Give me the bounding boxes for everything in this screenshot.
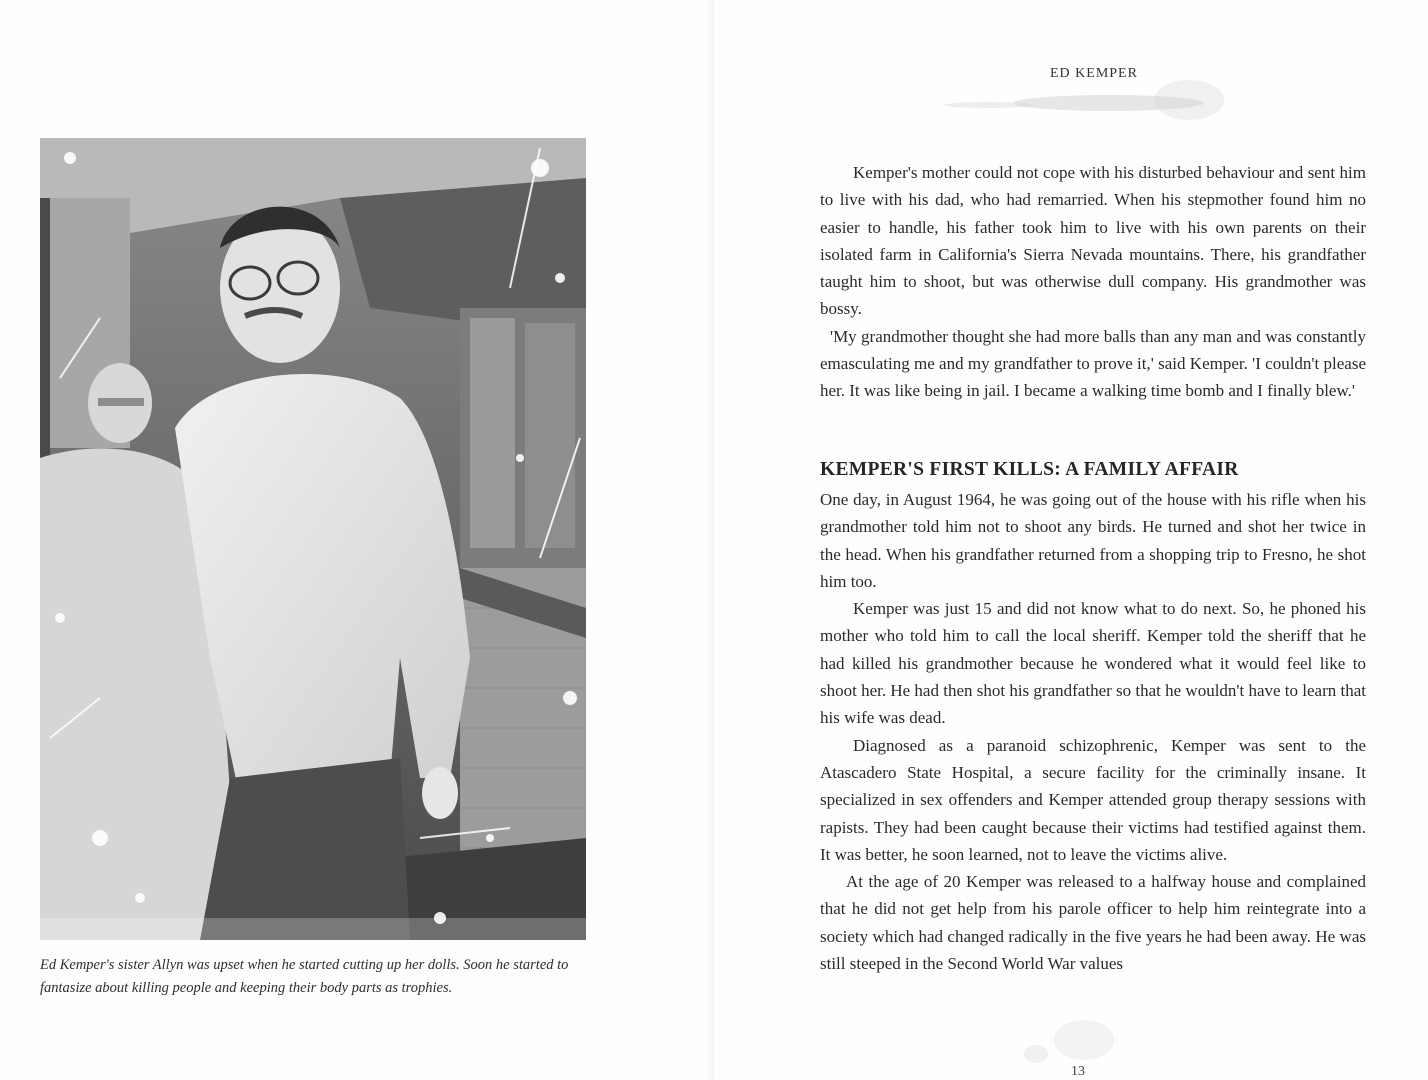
grunge-splatter — [1154, 80, 1224, 120]
running-head: ED KEMPER — [1050, 66, 1138, 81]
page-number: 13 — [1071, 1064, 1085, 1079]
paragraph: Diagnosed as a paranoid schizophrenic, Kemper was sent to the Atascadero State Hospital, a secure facility for the criminally insane. It specialized in sex offenders and Kemper attended group therapy sessions with rapists. They had been caught because their victims had testified against them. It was better, he soon learned, not to leave the victims alive. — [820, 735, 1366, 864]
grunge-splatter — [1024, 1045, 1048, 1063]
grunge-splatter — [944, 102, 1034, 108]
photo-caption: Ed Kemper's sister Allyn was upset when he started cutting up her dolls. Soon he started to fantasize about killing people and keeping their body parts as trophies. — [40, 957, 569, 996]
paragraph: Kemper was just 15 and did not know what to do next. So, he phoned his mother who told him to call the local sheriff. Kemper told the sheriff that he had killed his grandmother because he wondered what it would feel like to shoot her. He had then shot his grandfather so that he wouldn't have to learn that his wife was dead. — [820, 599, 1366, 728]
paragraph: Kemper's mother could not cope with his disturbed behaviour and sent him to live with his dad, who had remarried. When his stepmother found him no easier to handle, his father took him to live with his own parents on their isolated farm in California's Sierra Nevada mountains. There, his grandfather taught him to shoot, but was otherwise dull company. His grandmother was bossy. — [820, 163, 1366, 319]
section-text — [820, 486, 1366, 977]
paragraph: 'My grandmother thought she had more balls than any man and was constantly emasculating me and my grandfather to prove it,' said Kemper. 'I couldn't please her. It was like being in jail. I became a walking time bomb and I finally blew.' — [820, 326, 1366, 401]
intro-text — [820, 159, 1366, 405]
section-heading: KEMPER'S FIRST KILLS: A FAMILY AFFAIR — [820, 459, 1239, 480]
paragraph: One day, in August 1964, he was going out of the house with his rifle when his grandmother told him not to shoot any birds. He turned and shot her twice in the head. When his grandfather returned from a shopping trip to Fresno, he shot him too. — [820, 490, 1366, 591]
paragraph: At the age of 20 Kemper was released to a halfway house and complained that he did not get help from his parole officer to help him reintegrate into a society which had changed radically in the five years he had been away. He was still steeped in the Second World War values — [820, 872, 1366, 974]
ed-kemper-photo — [40, 138, 586, 940]
photo-illustration — [40, 138, 586, 940]
grunge-splatter — [1054, 1020, 1114, 1060]
